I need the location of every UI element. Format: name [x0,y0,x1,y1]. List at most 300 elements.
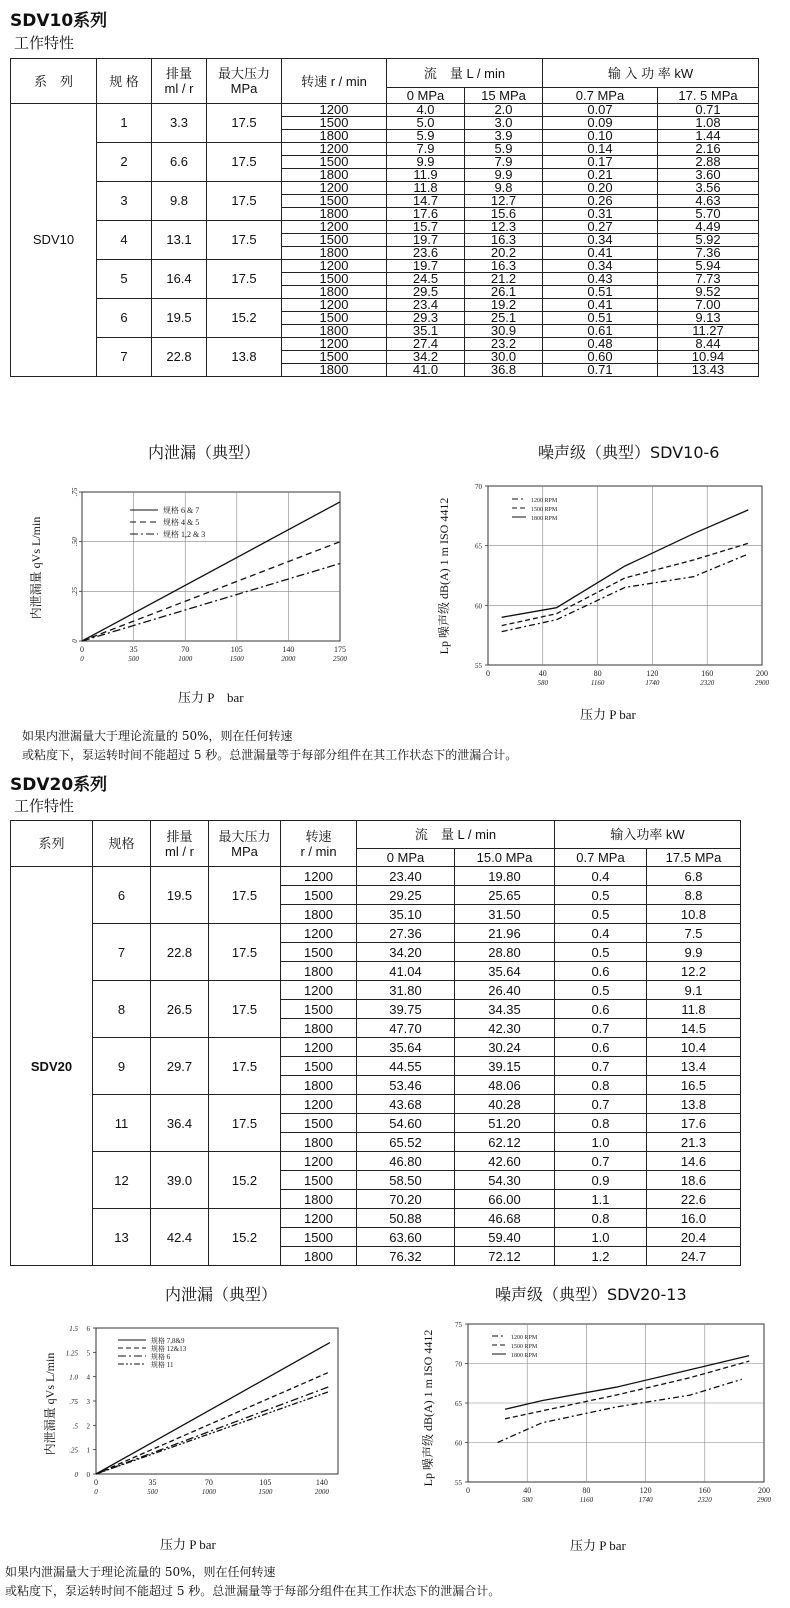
speed-cell: 1800 [282,325,387,338]
flow-0mpa-cell: 24.5 [387,273,465,286]
power-175mpa-cell: 0.71 [658,104,759,117]
max-pressure-cell: 13.8 [207,338,282,377]
power-07mpa-cell: 0.5 [555,886,647,905]
y-tick-label: 65 [455,1400,462,1408]
flow-15mpa-cell: 25.65 [455,886,555,905]
flow-15mpa-cell: 9.8 [465,182,543,195]
power-175mpa-cell: 5.92 [658,234,759,247]
power-07mpa-cell: 0.7 [555,1095,647,1114]
table-row [11,1209,741,1228]
flow-15mpa-cell: 28.80 [455,943,555,962]
legend-label-1: 规格 7,8&9 [151,1337,185,1345]
y-tick-label-secondary: .25 [69,1446,78,1455]
x-axis-label: 压力 P bar [160,1537,216,1552]
x-tick-label-secondary: 580 [521,1496,533,1504]
speed-cell: 1200 [282,182,387,195]
power-175mpa-cell: 3.56 [658,182,759,195]
x-tick-label-secondary: 0 [94,1488,98,1496]
flow-0mpa-cell: 23.4 [387,299,465,312]
power-175mpa-cell: 17.6 [647,1114,741,1133]
flow-15mpa-cell: 54.30 [455,1171,555,1190]
x-tick-label: 0 [94,1478,98,1487]
speed-cell: 1500 [282,273,387,286]
flow-15mpa-cell: 30.9 [465,325,543,338]
flow-0mpa-cell: 44.55 [357,1057,455,1076]
speed-cell: 1200 [282,221,387,234]
sdv10-note-line2: 或粘度下，泵运转时间不能超过 5 秒。总泄漏量等于每部分组件在其工作状态下的泄漏合计。 [22,748,518,762]
max-pressure-cell: 15.2 [207,299,282,338]
flow-0mpa-cell: 23.40 [357,867,455,886]
x-tick-label: 0 [466,1486,470,1495]
flow-15mpa-cell: 19.2 [465,299,543,312]
flow-0mpa-cell: 63.60 [357,1228,455,1247]
flow-15mpa-cell: 31.50 [455,905,555,924]
sdv20-note-line1: 如果内泄漏量大于理论流量的 50%，则在任何转速 [5,1565,276,1579]
flow-0mpa-cell: 29.5 [387,286,465,299]
flow-0mpa-cell: 58.50 [357,1171,455,1190]
flow-0mpa-cell: 35.1 [387,325,465,338]
flow-0mpa-cell: 7.9 [387,143,465,156]
x-tick-label-secondary: 500 [147,1488,158,1496]
power-175mpa-cell: 5.94 [658,260,759,273]
y-tick-label: 3 [86,1398,90,1406]
x-tick-label-secondary: 1000 [178,655,193,663]
y-tick-label-secondary: 1.0 [69,1373,78,1382]
x-tick-label: 40 [523,1486,532,1495]
table-row [11,221,759,234]
series-line-1 [498,1379,742,1442]
power-175mpa-cell: 14.5 [647,1019,741,1038]
sdv20-leak-chart [10,1316,360,1556]
power-07mpa-cell: 0.51 [543,286,658,299]
x-tick-label-secondary: 2320 [697,1496,712,1504]
power-175mpa-cell: 8.44 [658,338,759,351]
power-07mpa-cell: 0.60 [543,351,658,364]
sdv20-spec-table [10,820,741,1266]
flow-15mpa-cell: 36.8 [465,364,543,377]
flow-0mpa-cell: 46.80 [357,1152,455,1171]
speed-cell: 1500 [281,943,357,962]
x-tick-label: 160 [698,1486,711,1495]
table-row [11,1038,741,1057]
flow-0mpa-cell: 41.0 [387,364,465,377]
x-tick-label-secondary: 0 [80,655,84,663]
size-cell: 4 [97,221,152,260]
flow-15mpa-cell: 40.28 [455,1095,555,1114]
y-axis-label: Lp 噪声级 dB(A) 1 m ISO 4412 [421,1329,435,1487]
flow-15mpa-cell: 25.1 [465,312,543,325]
flow-0mpa-cell: 5.9 [387,130,465,143]
flow-0mpa-cell: 65.52 [357,1133,455,1152]
power-07mpa-cell: 0.71 [543,364,658,377]
power-175mpa-cell: 20.4 [647,1228,741,1247]
displacement-cell: 9.8 [152,182,207,221]
displacement-cell: 26.5 [151,981,209,1038]
displacement-cell: 42.4 [151,1209,209,1266]
speed-cell: 1500 [281,886,357,905]
speed-cell: 1500 [282,195,387,208]
y-tick-label: 75 [455,1321,462,1329]
flow-0mpa-cell: 34.2 [387,351,465,364]
max-pressure-cell: 15.2 [209,1152,281,1209]
plot-frame [488,486,762,665]
x-tick-label-secondary: 2900 [757,1496,771,1504]
y-tick-label: 65 [475,542,482,551]
sdv10-noise-chart [420,472,780,722]
flow-15mpa-cell: 21.96 [455,924,555,943]
sdv10-leak-chart [10,478,380,710]
x-tick-label: 160 [701,669,714,678]
displacement-cell: 13.1 [152,221,207,260]
sdv20-note-line2: 或粘度下，泵运转时间不能超过 5 秒。总泄漏量等于每部分组件在其工作状态下的泄漏合计。 [5,1584,501,1598]
speed-cell: 1500 [282,234,387,247]
x-tick-label: 80 [593,669,602,678]
power-175mpa-cell: 22.6 [647,1190,741,1209]
flow-15mpa-cell: 20.2 [465,247,543,260]
displacement-cell: 3.3 [152,104,207,143]
x-tick-label: 200 [758,1486,770,1495]
flow-0mpa-cell: 70.20 [357,1190,455,1209]
y-tick-label-secondary: 1.5 [69,1325,78,1333]
x-axis-label: 压力 P bar [570,1538,626,1553]
flow-15mpa-cell: 21.2 [465,273,543,286]
power-07mpa-cell: 0.7 [555,1019,647,1038]
speed-cell: 1800 [282,364,387,377]
flow-15mpa-cell: 39.15 [455,1057,555,1076]
flow-15mpa-cell: 48.06 [455,1076,555,1095]
sdv20-note [5,1563,500,1601]
legend-label-2: 1500 RPM [511,1344,538,1350]
legend-label-3: 规格 1,2 & 3 [163,530,206,539]
x-tick-label: 70 [204,1478,213,1487]
header-power-175mpa: 17. 5 MPa [658,88,759,104]
y-tick-label: .75 [71,487,79,497]
legend-label-1: 1200 RPM [511,1335,538,1341]
sdv20-leak-title: 内泄漏（典型） [165,1285,278,1304]
size-cell: 6 [97,299,152,338]
flow-0mpa-cell: 50.88 [357,1209,455,1228]
header-flow-0mpa: 0 MPa [357,849,455,867]
power-07mpa-cell: 0.4 [555,867,647,886]
x-tick-label-secondary: 1000 [201,1488,216,1496]
max-pressure-cell: 17.5 [209,924,281,981]
x-tick-label: 0 [80,645,84,654]
flow-0mpa-cell: 47.70 [357,1019,455,1038]
power-175mpa-cell: 9.13 [658,312,759,325]
power-07mpa-cell: 0.34 [543,234,658,247]
power-175mpa-cell: 9.9 [647,943,741,962]
x-tick-label: 80 [582,1486,591,1495]
header-speed: 转速 r / min [282,59,387,104]
power-07mpa-cell: 1.1 [555,1190,647,1209]
speed-cell: 1200 [282,143,387,156]
power-175mpa-cell: 24.7 [647,1247,741,1266]
speed-cell: 1500 [281,1000,357,1019]
flow-15mpa-cell: 66.00 [455,1190,555,1209]
header-series: 系列 [11,821,93,867]
table-row [11,104,759,117]
y-tick-label: 70 [475,483,482,491]
x-tick-label-secondary: 2900 [755,679,769,687]
speed-cell: 1800 [282,286,387,299]
power-175mpa-cell: 13.43 [658,364,759,377]
flow-0mpa-cell: 17.6 [387,208,465,221]
speed-cell: 1800 [282,247,387,260]
power-07mpa-cell: 0.07 [543,104,658,117]
size-cell: 3 [97,182,152,221]
x-tick-label-secondary: 1740 [638,1496,653,1504]
series-line-3 [96,1386,330,1474]
x-tick-label: 35 [148,1478,157,1487]
power-07mpa-cell: 0.14 [543,143,658,156]
speed-cell: 1500 [282,312,387,325]
x-tick-label-secondary: 500 [128,655,139,663]
power-175mpa-cell: 4.63 [658,195,759,208]
x-tick-label-secondary: 2000 [281,655,296,663]
flow-15mpa-cell: 12.3 [465,221,543,234]
power-175mpa-cell: 16.5 [647,1076,741,1095]
power-07mpa-cell: 0.9 [555,1171,647,1190]
power-07mpa-cell: 0.10 [543,130,658,143]
speed-cell: 1800 [281,1133,357,1152]
displacement-cell: 16.4 [152,260,207,299]
legend-label-3: 规格 6 [151,1353,171,1361]
displacement-cell: 22.8 [152,338,207,377]
flow-15mpa-cell: 72.12 [455,1247,555,1266]
y-tick-label: 6 [86,1325,90,1333]
power-175mpa-cell: 14.6 [647,1152,741,1171]
size-cell: 6 [93,867,151,924]
legend-label-2: 规格 12&13 [151,1345,187,1353]
flow-15mpa-cell: 26.1 [465,286,543,299]
x-tick-label: 120 [639,1486,652,1495]
table-row [11,981,741,1000]
sdv20-subtitle: 工作特性 [14,797,75,815]
speed-cell: 1800 [281,1076,357,1095]
flow-0mpa-cell: 35.10 [357,905,455,924]
max-pressure-cell: 17.5 [207,182,282,221]
flow-0mpa-cell: 19.7 [387,260,465,273]
displacement-cell: 36.4 [151,1095,209,1152]
speed-cell: 1800 [281,1019,357,1038]
speed-cell: 1500 [282,156,387,169]
power-175mpa-cell: 1.08 [658,117,759,130]
power-07mpa-cell: 1.0 [555,1228,647,1247]
table-row [11,299,759,312]
flow-0mpa-cell: 39.75 [357,1000,455,1019]
flow-0mpa-cell: 27.4 [387,338,465,351]
max-pressure-cell: 15.2 [209,1209,281,1266]
y-tick-label: 70 [455,1360,462,1369]
x-tick-label-secondary: 2320 [700,679,715,687]
speed-cell: 1500 [282,351,387,364]
speed-cell: 1500 [281,1057,357,1076]
header-series: 系 列 [11,59,97,104]
x-tick-label: 175 [334,645,346,654]
displacement-cell: 19.5 [152,299,207,338]
flow-15mpa-cell: 12.7 [465,195,543,208]
header-max-pressure: 最大压力 MPa [209,821,281,867]
power-07mpa-cell: 0.34 [543,260,658,273]
x-tick-label: 120 [646,669,659,678]
power-175mpa-cell: 10.94 [658,351,759,364]
power-07mpa-cell: 0.6 [555,1000,647,1019]
x-tick-label: 40 [538,669,547,678]
series-line-2 [96,1372,330,1474]
series-line-2 [505,1361,749,1419]
header-power-07mpa: 0.7 MPa [543,88,658,104]
flow-0mpa-cell: 23.6 [387,247,465,260]
displacement-cell: 29.7 [151,1038,209,1095]
series-name: SDV10 [11,104,97,377]
power-07mpa-cell: 1.2 [555,1247,647,1266]
header-power: 输入功率 kW [555,821,741,849]
table-row [11,338,759,351]
sdv10-note-line1: 如果内泄漏量大于理论流量的 50%，则在任何转速 [22,729,293,743]
flow-15mpa-cell: 15.6 [465,208,543,221]
size-cell: 8 [93,981,151,1038]
max-pressure-cell: 17.5 [207,260,282,299]
power-175mpa-cell: 7.5 [647,924,741,943]
power-07mpa-cell: 0.27 [543,221,658,234]
flow-15mpa-cell: 23.2 [465,338,543,351]
y-axis-label: 内泄漏量 qVs L/min [29,516,43,620]
speed-cell: 1800 [281,905,357,924]
sdv10-noise-title: 噪声级（典型）SDV10-6 [538,443,720,462]
flow-0mpa-cell: 14.7 [387,195,465,208]
displacement-cell: 39.0 [151,1152,209,1209]
y-tick-label: 0 [71,639,79,643]
power-175mpa-cell: 1.44 [658,130,759,143]
table-row [11,867,741,886]
power-07mpa-cell: 0.8 [555,1209,647,1228]
power-07mpa-cell: 0.09 [543,117,658,130]
power-07mpa-cell: 0.61 [543,325,658,338]
y-tick-label: 55 [475,662,482,670]
speed-cell: 1500 [282,117,387,130]
series-line-2 [502,543,749,625]
speed-cell: 1200 [281,1095,357,1114]
header-flow: 流 量 L / min [357,821,555,849]
y-axis-label: Lp 噪声级 dB(A) 1 m ISO 4412 [437,497,451,655]
power-07mpa-cell: 0.4 [555,924,647,943]
power-07mpa-cell: 0.51 [543,312,658,325]
flow-15mpa-cell: 16.3 [465,260,543,273]
table-row [11,182,759,195]
sdv10-spec-table [10,58,759,377]
max-pressure-cell: 17.5 [209,867,281,924]
sdv20-noise-chart [410,1312,780,1560]
y-tick-label: 4 [86,1373,90,1382]
power-175mpa-cell: 5.70 [658,208,759,221]
header-max-pressure: 最大压力 MPa [207,59,282,104]
y-tick-label-secondary: .5 [72,1422,78,1431]
x-tick-label: 140 [315,1478,328,1487]
power-175mpa-cell: 7.00 [658,299,759,312]
x-tick-label: 200 [756,669,768,678]
legend-label-2: 1500 RPM [531,507,558,513]
x-tick-label-secondary: 1160 [590,679,605,687]
y-tick-label-secondary: 0 [74,1471,78,1479]
speed-cell: 1800 [281,1190,357,1209]
power-07mpa-cell: 0.5 [555,981,647,1000]
x-axis-label: 压力 P bar [580,707,636,722]
power-175mpa-cell: 6.8 [647,867,741,886]
power-175mpa-cell: 12.2 [647,962,741,981]
flow-0mpa-cell: 29.3 [387,312,465,325]
flow-15mpa-cell: 35.64 [455,962,555,981]
sdv20-title: SDV20系列 [10,775,108,795]
speed-cell: 1200 [281,867,357,886]
displacement-cell: 6.6 [152,143,207,182]
x-tick-label: 140 [282,645,295,654]
header-power-175mpa: 17.5 MPa [647,849,741,867]
flow-15mpa-cell: 59.40 [455,1228,555,1247]
flow-0mpa-cell: 35.64 [357,1038,455,1057]
table-row [11,1095,741,1114]
flow-15mpa-cell: 30.24 [455,1038,555,1057]
power-175mpa-cell: 7.36 [658,247,759,260]
flow-0mpa-cell: 15.7 [387,221,465,234]
series-line-1 [96,1343,330,1474]
power-07mpa-cell: 0.6 [555,1038,647,1057]
header-flow-15mpa: 15.0 MPa [455,849,555,867]
displacement-cell: 19.5 [151,867,209,924]
size-cell: 1 [97,104,152,143]
flow-15mpa-cell: 2.0 [465,104,543,117]
power-175mpa-cell: 9.1 [647,981,741,1000]
x-tick-label-secondary: 580 [537,679,549,687]
power-07mpa-cell: 0.43 [543,273,658,286]
power-07mpa-cell: 0.5 [555,943,647,962]
power-175mpa-cell: 13.8 [647,1095,741,1114]
flow-0mpa-cell: 34.20 [357,943,455,962]
flow-0mpa-cell: 41.04 [357,962,455,981]
x-tick-label-secondary: 2000 [314,1488,329,1496]
flow-15mpa-cell: 19.80 [455,867,555,886]
size-cell: 2 [97,143,152,182]
y-tick-label-secondary: .75 [69,1398,78,1406]
power-175mpa-cell: 21.3 [647,1133,741,1152]
flow-15mpa-cell: 30.0 [465,351,543,364]
x-tick-label-secondary: 1500 [258,1488,273,1496]
table-row [11,143,759,156]
power-175mpa-cell: 16.0 [647,1209,741,1228]
power-175mpa-cell: 11.8 [647,1000,741,1019]
sdv20-noise-title: 噪声级（典型）SDV20-13 [495,1285,687,1304]
power-07mpa-cell: 0.41 [543,247,658,260]
speed-cell: 1200 [281,1038,357,1057]
max-pressure-cell: 17.5 [207,143,282,182]
header-speed: 转速 r / min [281,821,357,867]
power-07mpa-cell: 0.8 [555,1114,647,1133]
size-cell: 13 [93,1209,151,1266]
power-07mpa-cell: 0.48 [543,338,658,351]
flow-0mpa-cell: 11.8 [387,182,465,195]
power-07mpa-cell: 0.17 [543,156,658,169]
speed-cell: 1200 [281,1152,357,1171]
y-tick-label-secondary: 1.25 [65,1349,78,1358]
table-row [11,924,741,943]
power-175mpa-cell: 3.60 [658,169,759,182]
plot-frame [82,492,340,641]
power-175mpa-cell: 11.27 [658,325,759,338]
flow-15mpa-cell: 9.9 [465,169,543,182]
speed-cell: 1200 [282,104,387,117]
flow-0mpa-cell: 54.60 [357,1114,455,1133]
header-flow: 流 量 L / min [387,59,543,88]
y-tick-label: 60 [475,602,482,611]
